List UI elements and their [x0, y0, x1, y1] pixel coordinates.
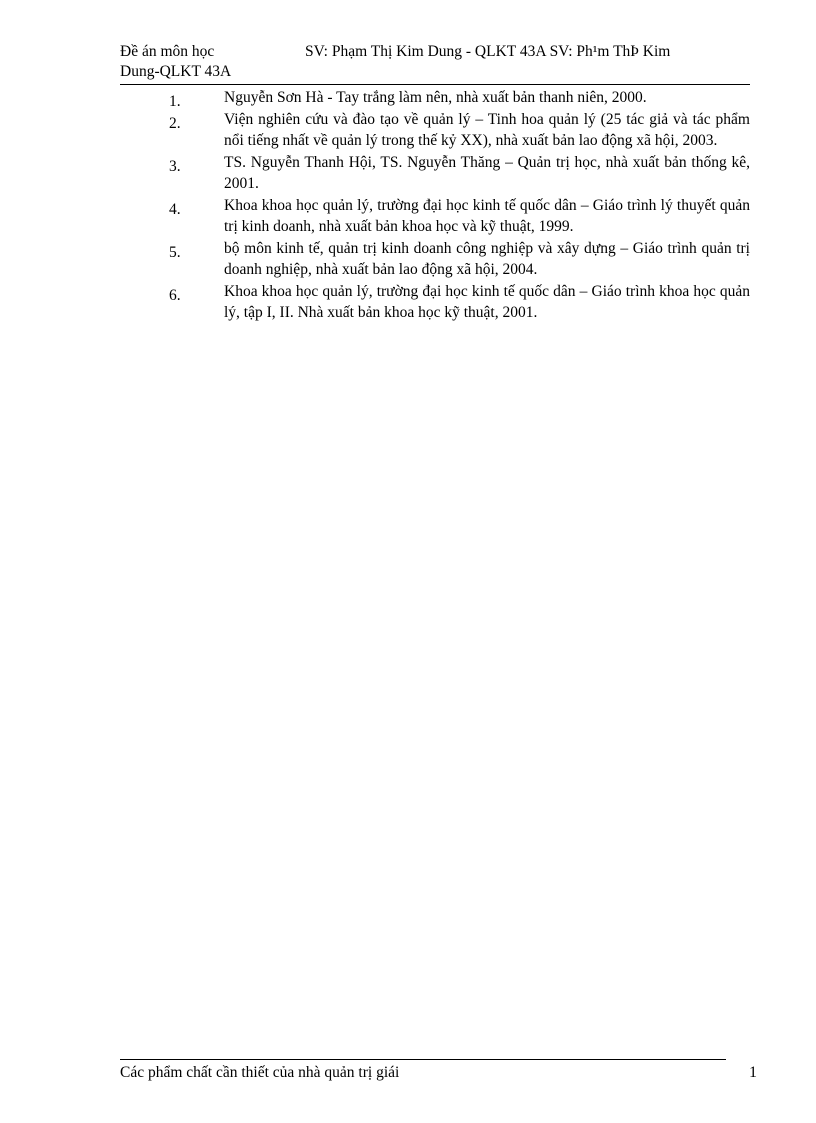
reference-item — [120, 87, 750, 108]
header-student-info: SV: Phạm Thị Kim Dung - QLKT 43A SV: Ph¹m ThÞ Kim — [305, 43, 671, 60]
reference-text: Khoa khoa học quản lý, trường đại học kinh tế quốc dân – Giáo trình lý thuyết quản trị kinh doanh, nhà xuất bản khoa học và kỹ thuật, 1999. — [224, 197, 750, 235]
page-header — [120, 40, 750, 84]
reference-item — [120, 109, 750, 151]
reference-text: Nguyễn Sơn Hà - Tay trắng làm nên, nhà xuất bản thanh niên, 2000. — [224, 89, 647, 106]
header-student-class: Dung-QLKT 43A — [120, 63, 232, 80]
footer-divider — [120, 1059, 726, 1060]
reference-text: bộ môn kinh tế, quản trị kinh doanh công nghiệp và xây dựng – Giáo trình quản trị doanh nghiệp, nhà xuất bản lao động xã hội, 2004. — [224, 240, 750, 278]
reference-number: 6. — [169, 287, 181, 304]
reference-item — [120, 281, 750, 323]
reference-text: Viện nghiên cứu và đào tạo về quản lý – Tinh hoa quản lý (25 tác giả và tác phẩm nổi tiếng nhất về quản lý trong thế kỷ XX), nhà xuất bản lao động xã hội, 2003. — [224, 111, 750, 149]
reference-number: 1. — [169, 93, 181, 110]
page-number: 1 — [749, 1064, 757, 1081]
reference-item — [120, 152, 750, 194]
reference-number: 4. — [169, 201, 181, 218]
reference-item — [120, 195, 750, 237]
reference-text: TS. Nguyễn Thanh Hội, TS. Nguyễn Thăng – Quản trị học, nhà xuất bản thống kê, 2001. — [224, 154, 750, 192]
header-divider — [120, 84, 750, 85]
header-course-label: Đề án môn học — [120, 43, 215, 60]
reference-number: 2. — [169, 115, 181, 132]
reference-number: 5. — [169, 244, 181, 261]
reference-item — [120, 238, 750, 280]
reference-number: 3. — [169, 158, 181, 175]
footer-title: Các phẩm chất cần thiết của nhà quản trị giái — [120, 1064, 400, 1081]
reference-list — [120, 87, 750, 324]
reference-text: Khoa khoa học quản lý, trường đại học kinh tế quốc dân – Giáo trình khoa học quản lý, tập I, II. Nhà xuất bản khoa học kỹ thuật, 2001. — [224, 283, 750, 321]
